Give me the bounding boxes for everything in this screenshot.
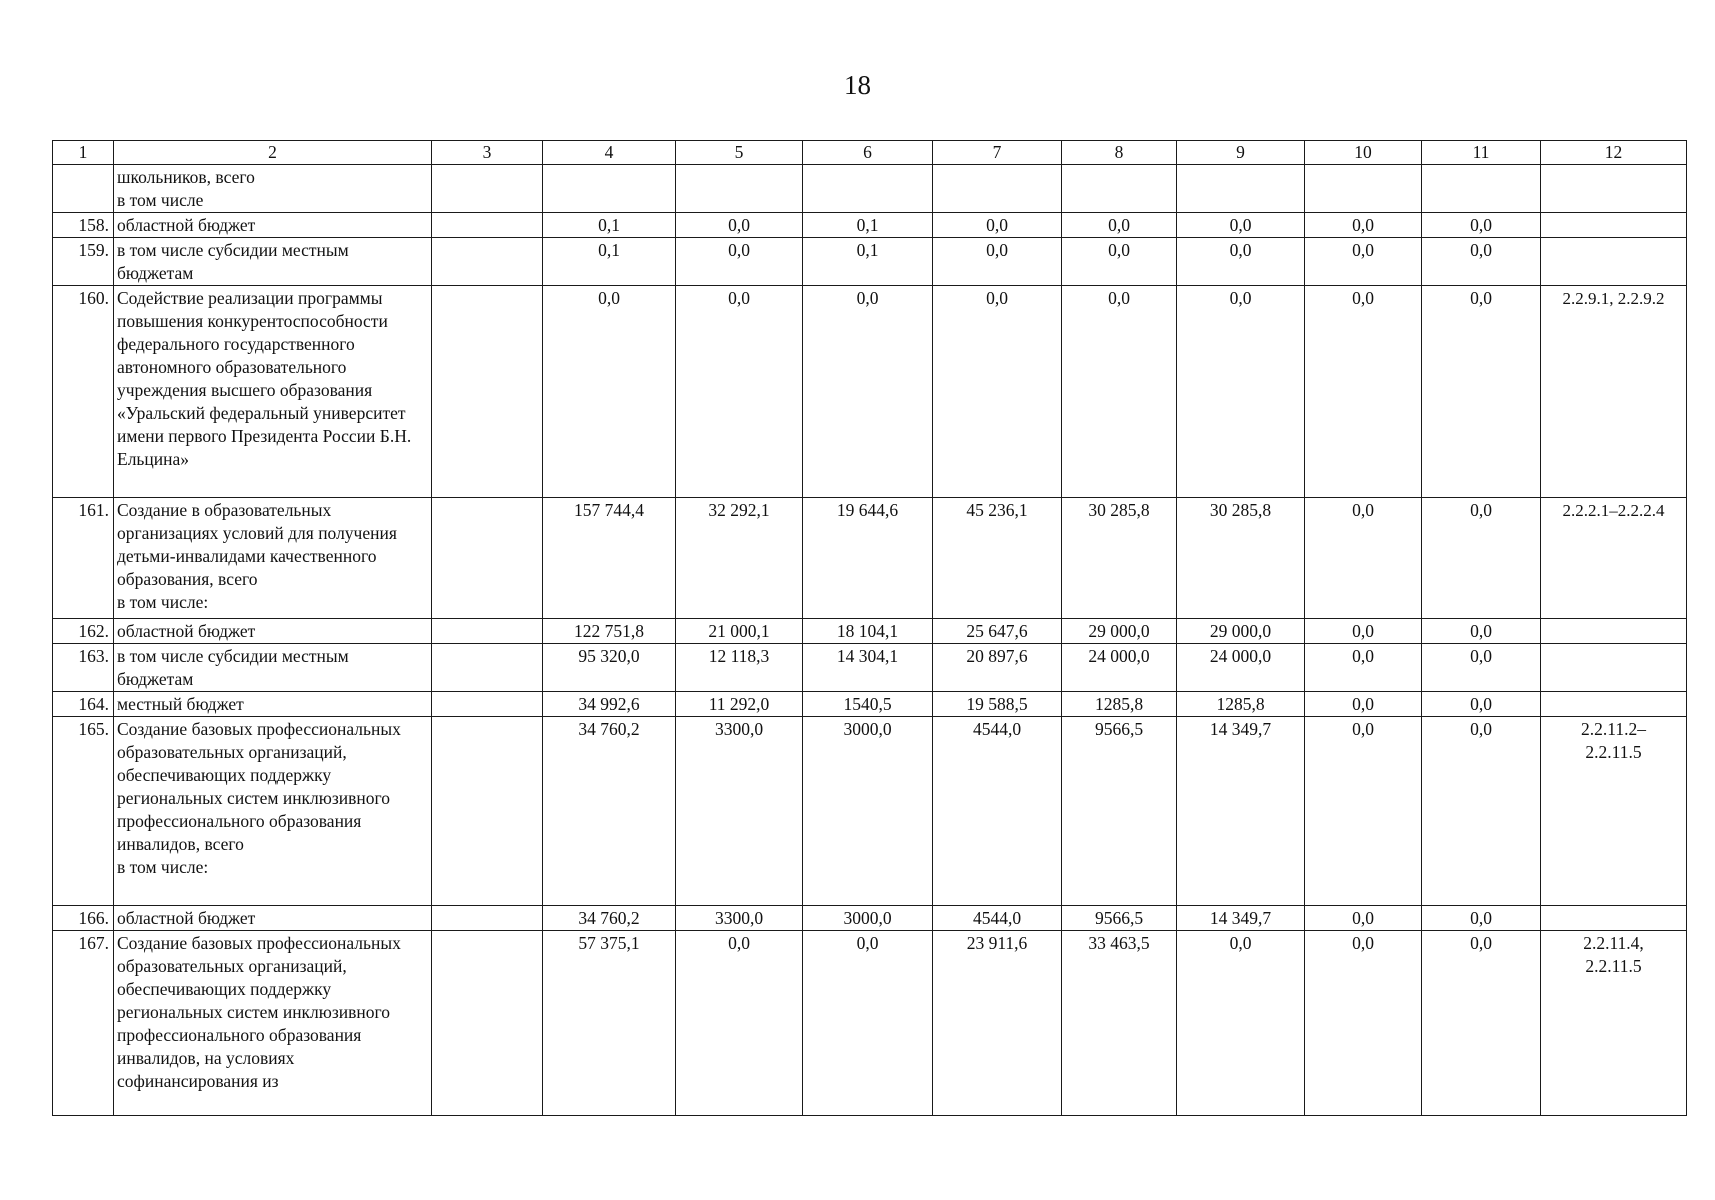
row-name-cell: Создание базовых профессиональных образовательных организаций, обеспечивающих поддержку региональных систем инклюзивного профессионального образования инвалидов, всего в том числе: [114,717,432,906]
row-value-cell-col10: 0,0 [1305,213,1422,238]
budget-table [52,140,1687,1116]
header-cell-col2: 2 [114,141,432,165]
row-value-cell-col11 [1422,165,1541,213]
row-value-cell-col10: 0,0 [1305,286,1422,498]
row-value-cell-col6: 1540,5 [803,692,933,717]
header-cell-col5: 5 [676,141,803,165]
row-value-cell-col11: 0,0 [1422,644,1541,692]
row-value-cell-col8: 9566,5 [1062,717,1177,906]
row-number-cell: 162. [53,619,114,644]
row-value-cell-col8: 1285,8 [1062,692,1177,717]
row-value-cell-col11: 0,0 [1422,238,1541,286]
row-value-cell-col4: 34 760,2 [543,906,676,931]
row-value-cell-col6: 18 104,1 [803,619,933,644]
row-reference-cell [1541,619,1687,644]
header-row [53,141,1687,165]
row-number-cell: 167. [53,931,114,1116]
row-value-cell-col4: 34 760,2 [543,717,676,906]
table-row [53,286,1687,498]
row-reference-cell: 2.2.11.4, 2.2.11.5 [1541,931,1687,1116]
header-cell-col7: 7 [933,141,1062,165]
row-value-cell-col4: 0,1 [543,238,676,286]
table-row [53,498,1687,619]
row-name-cell: местный бюджет [114,692,432,717]
table-row [53,165,1687,213]
row-reference-cell: 2.2.2.1–2.2.2.4 [1541,498,1687,619]
row-reference-cell: 2.2.11.2– 2.2.11.5 [1541,717,1687,906]
table-row [53,931,1687,1116]
row-value-cell-col9: 29 000,0 [1177,619,1305,644]
row-value-cell-col4: 122 751,8 [543,619,676,644]
row-number-cell: 164. [53,692,114,717]
row-col3-cell [432,906,543,931]
row-value-cell-col11: 0,0 [1422,931,1541,1116]
row-name-cell: Содействие реализации программы повышения конкурентоспособности федерального государственного автономного образовательного учреждения высшего образования «Уральский федеральный университет имени первого Президента России Б.Н. Ельцина» [114,286,432,498]
row-value-cell-col7: 23 911,6 [933,931,1062,1116]
row-col3-cell [432,165,543,213]
header-cell-col11: 11 [1422,141,1541,165]
row-value-cell-col7: 45 236,1 [933,498,1062,619]
header-cell-col3: 3 [432,141,543,165]
row-value-cell-col9: 0,0 [1177,286,1305,498]
row-name-cell: Создание базовых профессиональных образовательных организаций, обеспечивающих поддержку региональных систем инклюзивного профессионального образования инвалидов, на условиях софинансирования из [114,931,432,1116]
row-value-cell-col4 [543,165,676,213]
row-value-cell-col6: 0,1 [803,213,933,238]
row-value-cell-col7: 4544,0 [933,717,1062,906]
row-name-cell: Создание в образовательных организациях условий для получения детьми-инвалидами качественного образования, всего в том числе: [114,498,432,619]
row-value-cell-col9: 14 349,7 [1177,717,1305,906]
row-value-cell-col5: 0,0 [676,213,803,238]
header-cell-col8: 8 [1062,141,1177,165]
row-reference-cell [1541,213,1687,238]
table-row [53,692,1687,717]
row-value-cell-col11: 0,0 [1422,619,1541,644]
row-value-cell-col9: 30 285,8 [1177,498,1305,619]
row-value-cell-col10: 0,0 [1305,644,1422,692]
row-value-cell-col6: 3000,0 [803,717,933,906]
page-number: 18 [844,70,871,100]
row-value-cell-col9: 1285,8 [1177,692,1305,717]
row-value-cell-col8: 9566,5 [1062,906,1177,931]
row-value-cell-col8: 0,0 [1062,238,1177,286]
row-reference-cell [1541,165,1687,213]
row-reference-cell [1541,238,1687,286]
row-value-cell-col11: 0,0 [1422,213,1541,238]
header-cell-col4: 4 [543,141,676,165]
row-value-cell-col7: 20 897,6 [933,644,1062,692]
row-reference-cell [1541,644,1687,692]
row-value-cell-col5: 12 118,3 [676,644,803,692]
row-value-cell-col5: 32 292,1 [676,498,803,619]
row-value-cell-col7: 4544,0 [933,906,1062,931]
row-col3-cell [432,692,543,717]
row-value-cell-col8 [1062,165,1177,213]
header-cell-col9: 9 [1177,141,1305,165]
row-number-cell: 158. [53,213,114,238]
row-value-cell-col6: 3000,0 [803,906,933,931]
row-value-cell-col11: 0,0 [1422,692,1541,717]
table-row [53,213,1687,238]
row-number-cell: 165. [53,717,114,906]
row-value-cell-col10: 0,0 [1305,498,1422,619]
row-value-cell-col10: 0,0 [1305,692,1422,717]
row-value-cell-col11: 0,0 [1422,906,1541,931]
row-value-cell-col11: 0,0 [1422,498,1541,619]
row-col3-cell [432,717,543,906]
row-value-cell-col9: 14 349,7 [1177,906,1305,931]
row-number-cell: 159. [53,238,114,286]
header-cell-col12: 12 [1541,141,1687,165]
header-cell-col10: 10 [1305,141,1422,165]
row-value-cell-col10 [1305,165,1422,213]
table-row [53,717,1687,906]
row-value-cell-col5: 0,0 [676,238,803,286]
row-value-cell-col7: 19 588,5 [933,692,1062,717]
row-value-cell-col6 [803,165,933,213]
row-value-cell-col9: 0,0 [1177,238,1305,286]
row-value-cell-col6: 0,1 [803,238,933,286]
row-value-cell-col5: 21 000,1 [676,619,803,644]
row-value-cell-col5 [676,165,803,213]
header-cell-col6: 6 [803,141,933,165]
row-value-cell-col5: 11 292,0 [676,692,803,717]
row-value-cell-col8: 30 285,8 [1062,498,1177,619]
row-value-cell-col6: 0,0 [803,931,933,1116]
row-value-cell-col10: 0,0 [1305,619,1422,644]
row-reference-cell [1541,906,1687,931]
row-name-cell: областной бюджет [114,619,432,644]
row-value-cell-col8: 24 000,0 [1062,644,1177,692]
row-name-cell: областной бюджет [114,213,432,238]
row-col3-cell [432,619,543,644]
row-name-cell: в том числе субсидии местным бюджетам [114,238,432,286]
row-value-cell-col4: 157 744,4 [543,498,676,619]
row-value-cell-col5: 0,0 [676,286,803,498]
row-value-cell-col6: 0,0 [803,286,933,498]
row-value-cell-col4: 34 992,6 [543,692,676,717]
row-value-cell-col4: 57 375,1 [543,931,676,1116]
row-value-cell-col5: 3300,0 [676,906,803,931]
row-number-cell [53,165,114,213]
row-value-cell-col6: 14 304,1 [803,644,933,692]
row-value-cell-col10: 0,0 [1305,906,1422,931]
row-value-cell-col5: 0,0 [676,931,803,1116]
row-value-cell-col9 [1177,165,1305,213]
row-value-cell-col7: 0,0 [933,213,1062,238]
table-row [53,644,1687,692]
row-value-cell-col7 [933,165,1062,213]
row-col3-cell [432,644,543,692]
row-value-cell-col6: 19 644,6 [803,498,933,619]
row-value-cell-col8: 0,0 [1062,213,1177,238]
row-value-cell-col9: 0,0 [1177,931,1305,1116]
row-reference-cell [1541,692,1687,717]
row-value-cell-col4: 95 320,0 [543,644,676,692]
row-name-cell: школьников, всего в том числе [114,165,432,213]
row-value-cell-col10: 0,0 [1305,238,1422,286]
row-value-cell-col7: 0,0 [933,286,1062,498]
table-body [53,165,1687,1116]
row-value-cell-col11: 0,0 [1422,286,1541,498]
table-row [53,619,1687,644]
row-value-cell-col10: 0,0 [1305,717,1422,906]
row-number-cell: 163. [53,644,114,692]
row-col3-cell [432,238,543,286]
row-value-cell-col8: 33 463,5 [1062,931,1177,1116]
row-value-cell-col7: 0,0 [933,238,1062,286]
row-col3-cell [432,931,543,1116]
row-value-cell-col11: 0,0 [1422,717,1541,906]
row-number-cell: 166. [53,906,114,931]
row-col3-cell [432,498,543,619]
row-number-cell: 160. [53,286,114,498]
row-value-cell-col7: 25 647,6 [933,619,1062,644]
row-name-cell: в том числе субсидии местным бюджетам [114,644,432,692]
row-value-cell-col8: 0,0 [1062,286,1177,498]
row-col3-cell [432,213,543,238]
table-row [53,238,1687,286]
row-value-cell-col9: 24 000,0 [1177,644,1305,692]
row-value-cell-col9: 0,0 [1177,213,1305,238]
row-value-cell-col5: 3300,0 [676,717,803,906]
row-value-cell-col8: 29 000,0 [1062,619,1177,644]
table-row [53,906,1687,931]
row-value-cell-col10: 0,0 [1305,931,1422,1116]
row-value-cell-col4: 0,1 [543,213,676,238]
row-value-cell-col4: 0,0 [543,286,676,498]
row-number-cell: 161. [53,498,114,619]
row-reference-cell: 2.2.9.1, 2.2.9.2 [1541,286,1687,498]
row-name-cell: областной бюджет [114,906,432,931]
header-cell-col1: 1 [53,141,114,165]
row-col3-cell [432,286,543,498]
